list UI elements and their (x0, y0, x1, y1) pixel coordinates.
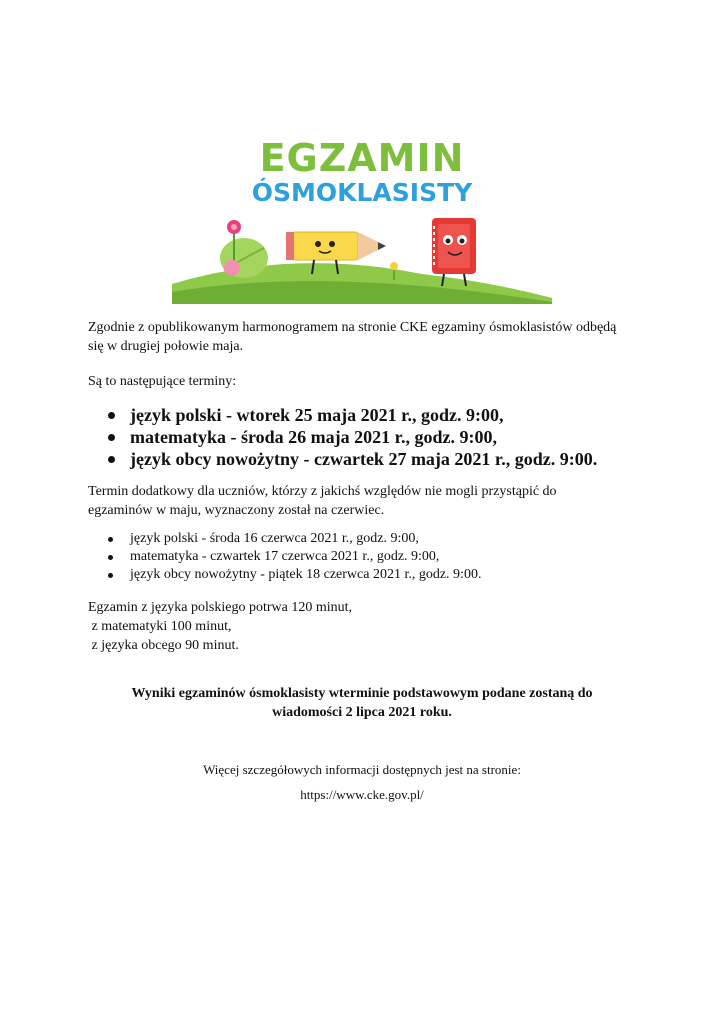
cke-link[interactable]: https://www.cke.gov.pl/ (300, 787, 424, 802)
list-item: matematyka - środa 26 maja 2021 r., godz. 9:00, (104, 426, 597, 448)
exam-banner (172, 108, 552, 304)
list-item: język polski - środa 16 czerwca 2021 r., godz. 9:00, (104, 530, 481, 548)
list-item: język polski - wtorek 25 maja 2021 r., godz. 9:00, (104, 404, 597, 426)
banner-title-osmoklasisty: ÓSMOKLASISTY (251, 178, 473, 207)
notebook-character-icon (432, 218, 476, 286)
duration-line-2: z matematyki 100 minut, (88, 619, 232, 634)
banner-title-egzamin: EGZAMIN (259, 136, 465, 180)
duration-paragraph (88, 598, 648, 655)
results-announcement (60, 684, 664, 722)
more-info-text: Więcej szczegółowych informacji dostępnych jest na stronie: (203, 762, 521, 777)
list-item: matematyka - czwartek 17 czerwca 2021 r., godz. 9:00, (104, 548, 481, 566)
results-line-1: Wyniki egzaminów ósmoklasisty wterminie podstawowym podane zostaną do (131, 686, 593, 701)
additional-terms-list (104, 530, 481, 584)
additional-line-2: egzaminów w maju, wyznaczony został na czerwiec. (88, 503, 385, 518)
intro-line-2: się w drugiej połowie maja. (88, 339, 244, 354)
intro-line-1: Zgodnie z opublikowanym harmonogramem na stronie CKE egzaminy ósmoklasistów odbędą (88, 320, 617, 335)
list-item: język obcy nowożytny - czwartek 27 maja 2021 r., godz. 9:00. (104, 448, 597, 470)
duration-line-3: z języka obcego 90 minut. (88, 638, 239, 653)
duration-line-1: Egzamin z języka polskiego potrwa 120 minut, (88, 600, 352, 615)
additional-paragraph (88, 482, 648, 520)
banner-illustration (172, 218, 552, 304)
intro-paragraph (88, 318, 648, 356)
additional-line-1: Termin dodatkowy dla uczniów, którzy z jakichś względów nie mogli przystąpić do (88, 484, 557, 499)
pink-character-icon (224, 260, 240, 276)
list-item: język obcy nowożytny - piątek 18 czerwca 2021 r., godz. 9:00. (104, 566, 481, 584)
results-line-2: wiadomości 2 lipca 2021 roku. (272, 705, 452, 720)
main-terms-list (104, 404, 597, 470)
terms-heading: Są to następujące terminy: (88, 374, 237, 389)
